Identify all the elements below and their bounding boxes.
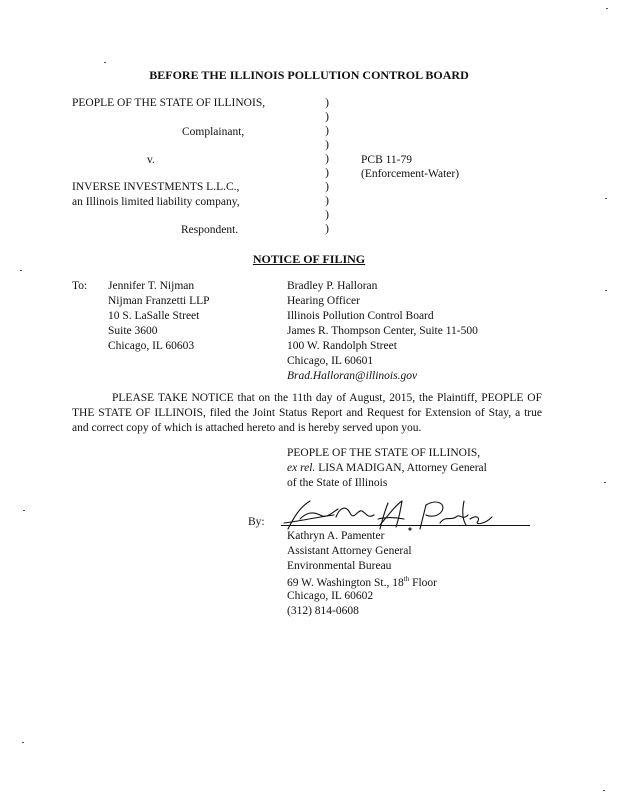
caption-paren: ) [325,223,329,235]
to-label: To: [72,280,88,292]
signer-street-superscript: th [403,575,410,583]
scan-speck [603,790,605,791]
caption-paren: ) [325,195,329,207]
scan-speck [22,742,24,743]
signer-title: Assistant Attorney General [287,545,412,557]
ex-rel-label: ex rel. [287,462,316,474]
case-number: PCB 11-79 [361,154,413,166]
caption-paren: ) [325,139,329,151]
recipient-right-street: 100 W. Randolph Street [287,340,397,352]
respondent-description: an Illinois limited liability company, [72,196,240,208]
handwritten-signature [280,495,495,535]
complainant-role: Complainant, [182,126,245,138]
recipient-right-title: Hearing Officer [287,295,360,307]
caption-paren: ) [325,125,329,137]
signer-street [287,575,437,589]
signer-city: Chicago, IL 60602 [287,590,374,602]
party-line-3: of the State of Illinois [287,477,388,489]
caption-paren: ) [325,209,329,221]
recipient-left-name: Jennifer T. Nijman [108,280,195,292]
party-line-1: PEOPLE OF THE STATE OF ILLINOIS, [287,447,481,459]
attorney-general-text: LISA MADIGAN, Attorney General [318,462,487,474]
signer-bureau: Environmental Bureau [287,560,392,572]
caption-paren: ) [325,181,329,193]
caption-paren: ) [325,153,329,165]
scan-speck [604,482,606,483]
case-type: (Enforcement-Water) [361,168,460,180]
recipient-right-city: Chicago, IL 60601 [287,355,374,367]
scan-speck [23,510,25,511]
caption-paren: ) [325,97,329,109]
notice-body-paragraph: PLEASE TAKE NOTICE that on the 11th day of August, 2015, the Plaintiff, PEOPLE OF THE STATE OF ILLINOIS, filed the Joint Status Report and Request for Extension of Stay, a true and correct copy of which is attached hereto and is hereby served upon you. [72,392,542,434]
caption-paren: ) [325,111,329,123]
scan-speck [605,198,607,199]
signature-line [281,525,530,526]
signer-street-text: 69 W. Washington St., 18 [287,576,404,589]
caption-paren: ) [325,167,329,179]
respondent-name: INVERSE INVESTMENTS L.L.C., [72,181,240,193]
scan-speck [605,290,607,291]
signer-name: Kathryn A. Pamenter [287,530,385,542]
by-label: By: [248,516,265,528]
notice-title: NOTICE OF FILING [252,252,366,266]
recipient-right-email: Brad.Halloran@illinois.gov [287,370,418,382]
scan-speck [606,8,608,9]
versus-label: v. [147,154,155,166]
respondent-role: Respondent. [181,224,239,236]
party-line-2 [287,462,487,474]
recipient-left-city: Chicago, IL 60603 [108,340,195,352]
recipient-left-suite: Suite 3600 [108,325,158,337]
recipient-left-firm: Nijman Franzetti LLP [108,295,210,307]
signer-phone: (312) 814-0608 [287,605,359,617]
recipient-right-name: Bradley P. Halloran [287,280,378,292]
scan-speck [20,270,22,271]
recipient-right-building: James R. Thompson Center, Suite 11-500 [287,325,478,337]
recipient-right-agency: Illinois Pollution Control Board [287,310,434,322]
complainant-name: PEOPLE OF THE STATE OF ILLINOIS, [72,97,266,109]
scan-speck [104,62,106,63]
board-heading: BEFORE THE ILLINOIS POLLUTION CONTROL BOARD [149,68,469,82]
recipient-left-street: 10 S. LaSalle Street [108,310,200,322]
signer-street-floor: Floor [409,576,438,589]
